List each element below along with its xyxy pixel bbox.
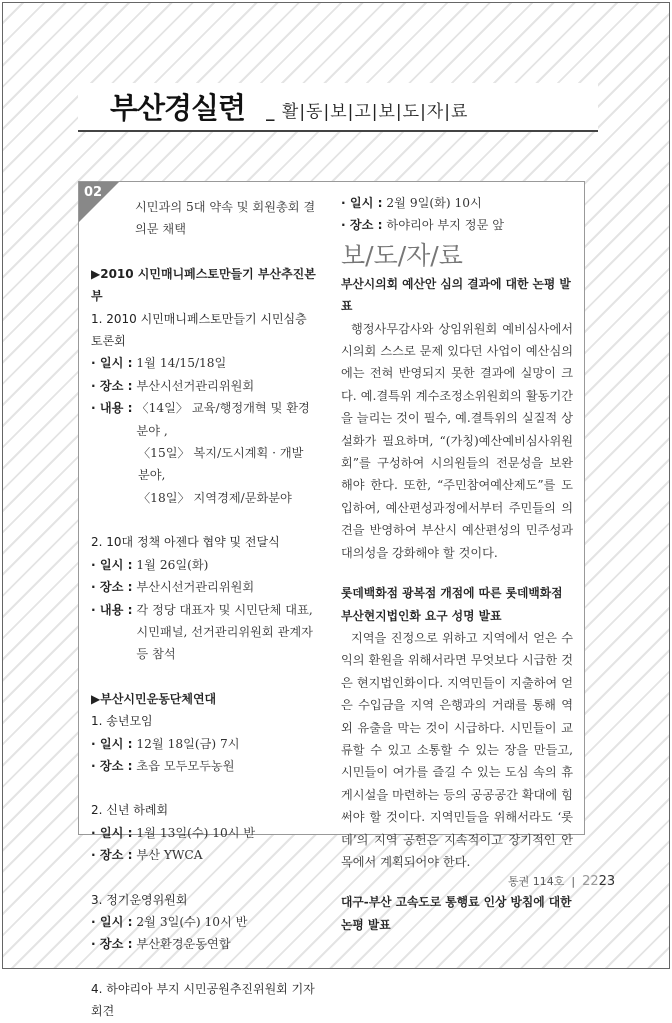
content-line: 〈15일〉 복지/도시계획 · 개발 분야, — [138, 446, 304, 483]
date-value: 1월 14/15/18일 — [136, 356, 227, 371]
date-value: 1월 26일(화) — [136, 557, 209, 572]
place-label: · 장소 : — [91, 758, 133, 773]
intro-text: 시민과의 5대 약속 및 회원총회 결의문 채택 — [135, 200, 316, 237]
date-label: · 일시 : — [91, 825, 133, 840]
date-row — [91, 352, 316, 374]
section-number: 02 — [84, 185, 103, 200]
page-number-right: 23 — [598, 874, 616, 889]
news-title: 대구-부산 고속도로 통행료 인상 방침에 대한 논평 발표 — [341, 895, 572, 932]
page-footer — [508, 873, 615, 889]
date-row — [91, 822, 316, 844]
date-label: · 일시 : — [91, 914, 133, 929]
place-label: · 장소 : — [91, 378, 133, 393]
place-value: 하야리아 부지 정문 앞 — [386, 218, 505, 233]
place-row — [91, 933, 316, 955]
footer-separator: | — [571, 875, 576, 888]
section-heading: ▶부산시민운동단체연대 — [91, 691, 217, 706]
content-row — [91, 599, 316, 666]
date-row — [91, 554, 316, 576]
page-number-left: 22 — [582, 874, 599, 889]
item-title: 2. 신년 하례회 — [91, 803, 169, 818]
content-row — [91, 397, 316, 442]
right-column — [341, 192, 576, 936]
item-title: 1. 2010 시민매니페스토만들기 시민심층토론회 — [91, 311, 307, 349]
date-row — [91, 911, 316, 933]
place-value: 부산 YWCA — [136, 848, 203, 863]
date-label: · 일시 : — [341, 196, 383, 210]
place-value: 부산시선거관리위원회 — [136, 378, 255, 393]
header-rule — [78, 130, 598, 132]
news-body: 행정사무감사와 상임위원회 예비심사에서 시의회 스스로 문제 있다던 사업이 예산심의에는 전혀 반영되지 못한 결과에 실망이 크다. 예.결특위 계수조정소위원회의 활동기간을 늘리는 것이 필수, 예.결특위의 실질적 상설화가 필요하며, “(가칭)예산예비심사위원회”를 구성하여 시의원들의 전문성을 보완해야 한다. 또한, “주민참여예산제도”를 도입하여, 예산편성과정에서부터 주민들의 의견을 반영하여 부산시 예산편성의 민주성과 대의성을 강화해야 할 것이다. — [341, 321, 573, 560]
date-value: 2월 3일(수) 10시 반 — [136, 914, 248, 929]
content-value: 〈14일〉 교육/행정개혁 및 환경분야 , — [136, 401, 310, 438]
page-subtitle — [266, 97, 468, 122]
content-value: 각 정당 대표자 및 시민단체 대표, 시민패널, 선거관리위원회 관계자 등 참석 — [136, 602, 313, 662]
date-label: · 일시 : — [91, 356, 133, 371]
left-column — [91, 196, 316, 1023]
item-title: 3. 정기운영위원회 — [91, 892, 188, 907]
news-title: 롯데백화점 광복점 개점에 따른 롯데백화점 부산현지법인화 요구 성명 발표 — [341, 586, 563, 623]
section-heading: ▶2010 시민매니페스토만들기 부산추진본부 — [91, 266, 316, 304]
place-label: · 장소 : — [341, 218, 383, 233]
news-body: 지역을 진정으로 위하고 지역에서 얻은 수익의 환원을 위해서라면 무엇보다 시급한 것은 현지법인화이다. 지역민들이 지출하여 얻은 수입금을 지역 은행과의 거래를 통해 역외 유출을 막는 것이 시급하다. 시민들이 교류할 수 있고 소통할 수 있는 장을 만들고, 시민들이 여가를 즐길 수 있는 도심 속의 휴게시설을 마련하는 등의 공공공간 확대에 힘써야 할 것이다. 지역민들을 위해서라도 ‘롯데’의 지역 공헌은 지속적이고 장기적인 안목에서 계획되어야 한다. — [341, 630, 573, 869]
place-label: · 장소 : — [91, 937, 133, 952]
date-row — [91, 733, 316, 755]
place-row — [91, 844, 316, 866]
news-title: 부산시의회 예산안 심의 결과에 대한 논평 발표 — [341, 276, 571, 314]
place-value: 부산시선거관리위원회 — [136, 580, 255, 595]
place-label: · 장소 : — [91, 580, 133, 595]
issue-number: 통권 114호 — [508, 875, 565, 888]
content-label: · 내용 : — [91, 602, 133, 617]
page-header — [78, 83, 598, 131]
subtitle-text: 활|동|보|고|보|도|자|료 — [281, 102, 469, 122]
place-label: · 장소 : — [91, 848, 133, 863]
date-value: 12월 18일(금) 7시 — [136, 736, 240, 751]
press-release-heading: 보/도/자/료 — [341, 240, 463, 270]
place-row — [341, 214, 573, 236]
date-value: 1월 13일(수) 10시 반 — [136, 825, 256, 840]
subtitle-prefix: _ — [266, 102, 276, 122]
place-value: 부산환경운동연합 — [136, 937, 231, 952]
date-row — [341, 192, 573, 214]
place-row — [91, 755, 316, 777]
page-title: 부산경실련 — [110, 91, 246, 125]
place-value: 초읍 모두모두농원 — [136, 758, 235, 773]
item-title: 4. 하야리아 부지 시민공원추진위원회 기자회견 — [91, 981, 315, 1019]
place-row — [91, 375, 316, 397]
place-row — [91, 576, 316, 598]
content-line: 〈18일〉 지역경제/문화분야 — [138, 490, 292, 505]
date-label: · 일시 : — [91, 557, 133, 572]
item-title: 1. 송년모임 — [91, 714, 153, 729]
date-value: 2월 9일(화) 10시 — [386, 196, 482, 210]
content-label: · 내용 : — [91, 401, 133, 416]
page-frame — [2, 2, 670, 1019]
date-label: · 일시 : — [91, 736, 133, 751]
item-title: 2. 10대 정책 아젠다 협약 및 전달식 — [91, 535, 280, 550]
